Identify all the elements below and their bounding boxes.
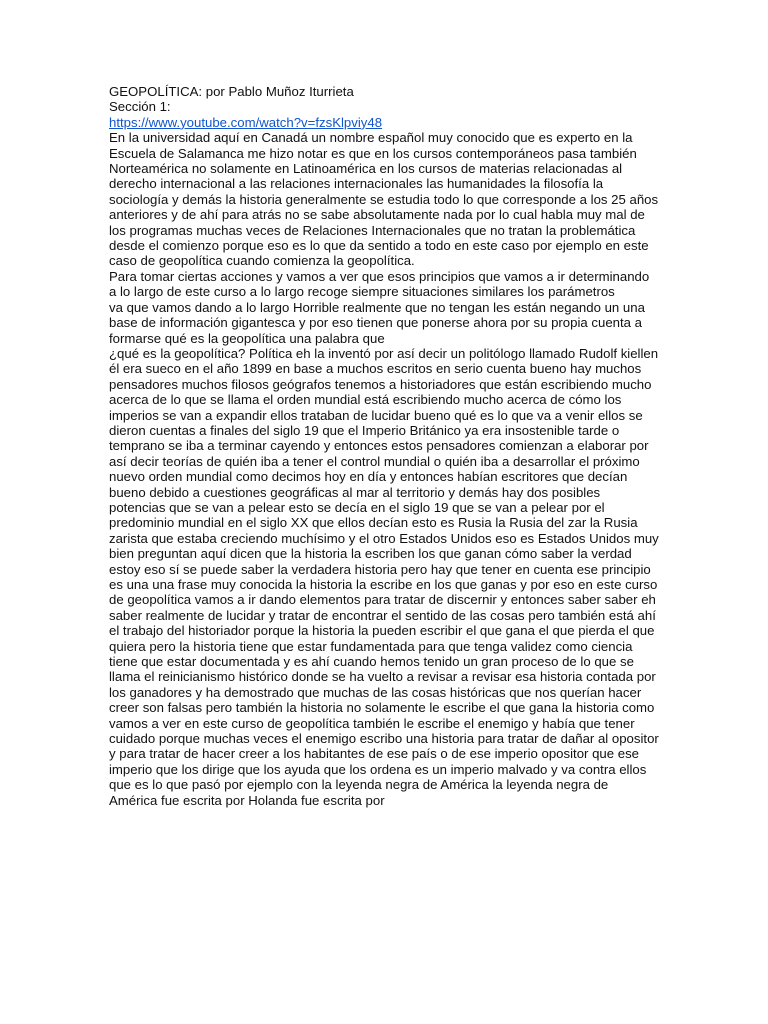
- paragraph-3: va que vamos dando a lo largo Horrible realmente que no tengan les están negando un una base de información gigantesca y por eso tienen que ponerse ahora por su propia cuenta a formarse qué es la geopolítica una palabra que: [109, 299, 645, 346]
- paragraph-1: En la universidad aquí en Canadá un nombre español muy conocido que es experto en la Escuela de Salamanca me hizo notar es que en los cursos contemporáneos pasa también Norteamérica no solamente en Latinoamérica en los cursos de materias relacionadas al derecho internacional a las relaciones internacionales las humanidades la filosofía la sociología y demás la historia generalmente se estudia todo lo que corresponde a los 25 años anteriores y de ahí para atrás no se sabe absolutamente nada por lo cual habla muy mal de los programas muchas veces de Relaciones Internacionales que no tratan la problemática desde el comienzo porque eso es lo que da sentido a todo en este caso por ejemplo en este caso de geopolítica cuando comienza la geopolítica.: [109, 130, 659, 269]
- document-title: GEOPOLÍTICA: por Pablo Muñoz Iturrieta: [109, 84, 354, 99]
- section-heading: Sección 1:: [109, 99, 171, 115]
- youtube-link[interactable]: https://www.youtube.com/watch?v=fzsKlpviy48: [109, 114, 383, 130]
- paragraph-4: ¿qué es la geopolítica? Política eh la inventó por así decir un politólogo llamado Rudolf kiellen él era sueco en el año 1899 en base a muchos escritos en serio cuenta bueno hay muchos pensadores muchos filosos geógrafos tenemos a historiadores que están escribiendo mucho acerca de lo que se llama el orden mundial está escribiendo mucho acerca de cómo los imperios se van a expandir ellos trataban de lucidar bueno qué es lo que va a venir ellos se dieron cuentas a finales del siglo 19 que el Imperio Británico ya era insostenible tarde o temprano se iba a terminar cayendo y entonces estos pensadores comienzan a elaborar por así decir teorías de quién iba a tener el control mundial o quién iba a desarrollar el próximo nuevo orden mundial como decimos hoy en día y entonces habían escritores que decían bueno debido a cuestiones geográficas al mar al territorio y demás hay dos posibles potencias que se van a pelear esto se decía en el siglo 19 que se van a pelear por el predominio mundial en el siglo XX que ellos decían esto es Rusia la Rusia del zar la Rusia zarista que estaba creciendo muchísimo y el otro Estados Unidos eso es Estados Unidos muy bien preguntan aquí dicen que la historia la escriben los que ganan cómo saber la verdad estoy eso sí se puede saber la verdadera historia pero hay que tener en cuenta ese principio es una una frase muy conocida la historia la escribe en los que ganas y por eso en este curso de geopolítica vamos a ir dando elementos para tratar de discernir y entonces saber saber eh saber realmente de lucidar y tratar de encontrar el sentido de las cosas pero también está ahí el trabajo del historiador porque la historia la pueden escribir el que gana el que pierda el que quiera pero la historia tiene que estar fundamentada para que tenga validez como ciencia tiene que estar documentada y es ahí cuando hemos tenido un gran proceso de lo que se llama el reinicianismo histórico donde se ha vuelto a revisar a revisar esa historia contada por los ganadores y ha demostrado que muchas de las cosas históricas que nos querían hacer creer son falsas pero también la historia no solamente le escribe el que gana la historia como vamos a ver en este curso de geopolítica también le escribe el enemigo y había que tener cuidado porque muchas veces el enemigo escribo una historia para tratar de dañar al opositor y para tratar de hacer creer a los habitantes de ese país o de ese imperio opositor que ese imperio que los dirige que los ayuda que los ordena es un imperio malvado y va contra ellos que es lo que pasó por ejemplo con la leyenda negra de América la leyenda negra de América fue escrita por Holanda fue escrita por: [109, 345, 659, 808]
- document-body: [109, 84, 659, 808]
- paragraph-2: Para tomar ciertas acciones y vamos a ver que esos principios que vamos a ir determinando a lo largo de este curso a lo largo recoge siempre situaciones similares los parámetros: [109, 268, 650, 300]
